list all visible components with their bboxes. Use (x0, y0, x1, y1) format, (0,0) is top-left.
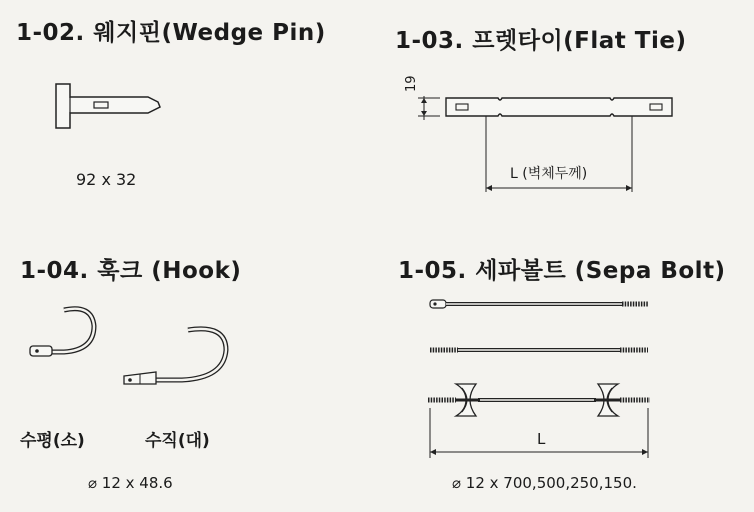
hook-title: 1-04. 훅크 (Hook) (20, 258, 242, 284)
wedge-pin-drawing (48, 82, 168, 132)
sepa-bolt-spec: ⌀ 12 x 700,500,250,150. (452, 474, 637, 492)
hook-horizontal-drawing (26, 300, 116, 370)
sepa-bolt-rod-1 (430, 300, 648, 308)
sepa-bolt-rod-3 (428, 384, 650, 416)
wedge-pin-title: 1-02. 웨지핀(Wedge Pin) (16, 20, 326, 46)
hook-vertical-label: 수직(대) (145, 431, 210, 451)
sepa-bolt-title: 1-05. 세파볼트 (Sepa Bolt) (398, 258, 726, 284)
hook-spec: ⌀ 12 x 48.6 (88, 474, 173, 492)
sepa-bolt-length-label: L (537, 430, 546, 448)
hook-horizontal-label: 수평(소) (20, 431, 85, 451)
hook-vertical-drawing (122, 318, 242, 388)
flat-tie-height-label: 19 (404, 75, 419, 92)
wedge-pin-spec: 92 x 32 (76, 170, 137, 189)
flat-tie-length-label: L (벽체두께) (510, 166, 588, 182)
flat-tie-title: 1-03. 프렛타이(Flat Tie) (395, 28, 687, 54)
